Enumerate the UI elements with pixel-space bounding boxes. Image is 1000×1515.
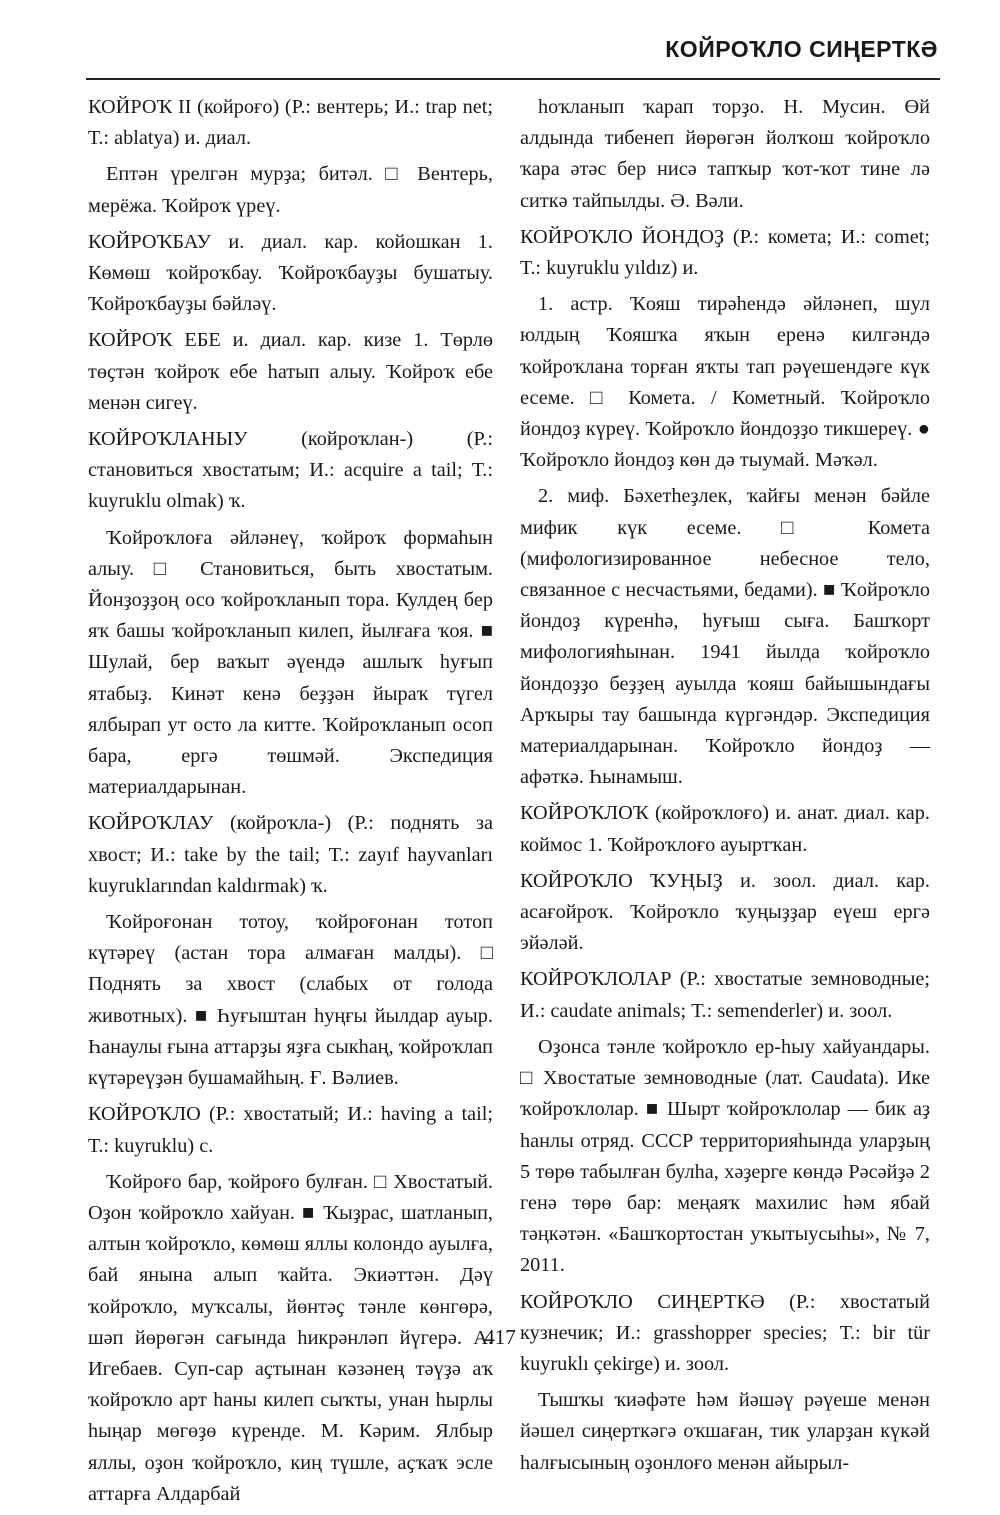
entry-sense-2: 2. миф. Бәхетһеҙлек, ҡайғы менән бәйле мифик күк есеме. □ Комета (мифологизированное небесное тело, связанное с несчастьями, бедами). ■ Ҡойроҡло йондоҙ күренһә, һуғыш сыға. Башҡорт мифологияһынан. 1941 йылда ҡойроҡло йондоҙҙо беҙҙең ауылда ҡояш байышындағы Арҡыры тау башында күргәндәр. Экспедиция материалдарынан. Ҡойроҡло йондоҙ — афәткә. Һынамыш. (520, 485, 930, 789)
right-column (520, 92, 930, 1484)
entry-koyroklanyu: КОЙРОҠЛАНЫУ (койроҡлан-) (Р.: становиться хвостатым; И.: acquire a tail; Т.: kuyruklu olmak) ҡ. (88, 428, 493, 513)
entry-koyroklau: КОЙРОҠЛАУ (койроҡла-) (Р.: поднять за хвост; И.: take by the tail; Т.: zayıf hayvanları kuyruklarından kaldırmak) ҡ. (88, 812, 493, 897)
entry-text: Тышҡы ҡиәфәте һәм йәшәү рәүеше менән йәшел сиңерткәгә оҡшаған, тик уларҙан күкәй һалғысының оҙонлоғо менән айырыл- (520, 1389, 930, 1474)
entry-koyrok-ii: КОЙРОҠ II (койроғо) (Р.: вентерь; И.: trap net; Т.: ablatya) и. диал. (88, 96, 493, 150)
left-column (88, 92, 493, 1515)
entry-koyroklo-sinertke: КОЙРОҠЛО СИҢЕРТКӘ (Р.: хвостатый кузнечик; И.: grasshopper species; Т.: bir tür kuyruklı çekirge) и. зоол. (520, 1290, 930, 1375)
header-rule (86, 78, 940, 80)
entry-koyroklo-kunyz: КОЙРОҠЛО ҠУҢЫҘ и. зоол. диал. кар. асағойроҡ. Ҡойроҡло ҡуңыҙҙар еүеш ергә эйәләй. (520, 869, 930, 955)
entry-sense-1: 1. астр. Ҡояш тирәһендә әйләнеп, шул юлдың Ҡояшҡа яҡын еренә килгәндә ҡойроҡлана торған яҡты тап рәүешендәге күк есеме. □ Комета. / Кометный. Ҡойроҡло йондоҙ күреү. Ҡойроҡло йондоҙҙо тикшереү. ● Ҡойроҡло йондоҙ көн дә тыумай. Мәҡәл. (520, 293, 930, 472)
entry-koyroklolar: КОЙРОҠЛОЛАР (Р.: хвостатые земноводные; И.: caudate animals; Т.: semenderler) и. зоол. (520, 968, 930, 1022)
entry-text: Ҡойроғонан тотоу, ҡойроғонан тотоп күтәреү (астан тора алмаған малды). □ Поднять за хвост (слабых от голода животных). ■ Һуғыштан һуңғы йылдар ауыр. Һанаулы ғына аттарҙы яҙға сыкһаң, ҡойроҡлап күтәреүҙән бушамайһың. Ғ. Вәлиев. (88, 911, 493, 1090)
entry-text: Ҡойроҡлоға әйләнеү, ҡойроҡ формаһын алыу. □ Становиться, быть хвостатым. Йонҙоҙҙоң осо ҡойроҡланып тора. Кулдең бер яҡ башы ҡойроҡланып килеп, йылғаға ҡоя. ■ Шулай, бер ваҡыт әүендә ашлыҡ һуғып ятабыҙ. Кинәт кенә беҙҙән йыраҡ түгел ялбырап ут осто ла китте. Ҡойроҡланып осоп бара, ергә төшмәй. Экспедиция материалдарынан. (88, 526, 493, 799)
entry-koyrok-ebe: КОЙРОҠ ЕБЕ и. диал. кар. кизе 1. Төрлө төҫтән ҡойроҡ ебе һатып алыу. Ҡойроҡ ебе менән сигеү. (88, 329, 493, 414)
entry-text: Оҙонса тәнле ҡойроҡло ер-һыу хайуандары. □ Хвостатые земноводные (лат. Caudata). Ике ҡойроҡлолар. ■ Шырт ҡойроҡлолар — бик аҙ һанлы отряд. СССР территорияһында уларҙың 5 төрө табылған булһа, хәҙерге көндә Рәсәйҙә 2 генә төрө бар: меңаяҡ махилис һәм ябай тәңкәтән. «Башҡортостан уҡытыусыһы», № 7, 2011. (520, 1035, 930, 1277)
entry-text: Ептән үрелгән мурҙа; битәл. □ Вентерь, мерёжа. Ҡойроҡ үреү. (88, 163, 493, 217)
entry-koyroklok: КОЙРОҠЛОҠ (койроҡлоғо) и. анат. диал. кар. коймос 1. Ҡойроҡлоғо ауыртҡан. (520, 802, 930, 856)
page-number: 417 (484, 1325, 516, 1349)
entry-koyroklo: КОЙРОҠЛО (Р.: хвостатый; И.: having a tail; Т.: kuyruklu) с. (88, 1103, 493, 1157)
entry-text-continued: һоҡланып ҡарап торҙо. Н. Мусин. Өй алдында тибенеп йөрөгән йолҡош ҡойроҡло ҡара әтәс бер нисә тапҡыр ҡот-ҡот тине лә ситкә тайпылды. Ә. Вәли. (520, 96, 930, 212)
entry-koyroklo-yondoz: КОЙРОҠЛО ЙОНДОҘ (Р.: комета; И.: comet; Т.: kuyruklu yıldız) и. (520, 225, 930, 280)
entry-text: Ҡойроғо бар, ҡойроғо булған. □ Хвостатый. Оҙон ҡойроҡло хайуан. ■ Ҡыҙрас, шатланып, алтын ҡойроҡло, көмөш яллы колондо ауылға, бай янына алып ҡайта. Экиәттән. Дәү ҡойроҡло, муҡсалы, йөнтәҫ тәнле көнгөрә, шәп йөрөгән сағында һикрәнләп йүгерә. А. Игебаев. Суп-сар аҫтынан кәзәнең тәүҙә аҡ ҡойроҡло арт һаны килеп сыҡты, унан һырлы һыңар мөгөҙө күренде. М. Кәрим. Ялбыр яллы, оҙон ҡойроҡло, киң түшле, аҫҡаҡ эсле аттарға Алдарбай (88, 1170, 493, 1505)
running-head: КОЙРОҠЛО СИҢЕРТКӘ (665, 36, 938, 62)
entry-koyrokbau: КОЙРОҠБАУ и. диал. кар. койошкан 1. Көмөш ҡойроҡбау. Ҡойроҡбауҙы бушатыу. Ҡойроҡбауҙы бәйләү. (88, 230, 493, 316)
